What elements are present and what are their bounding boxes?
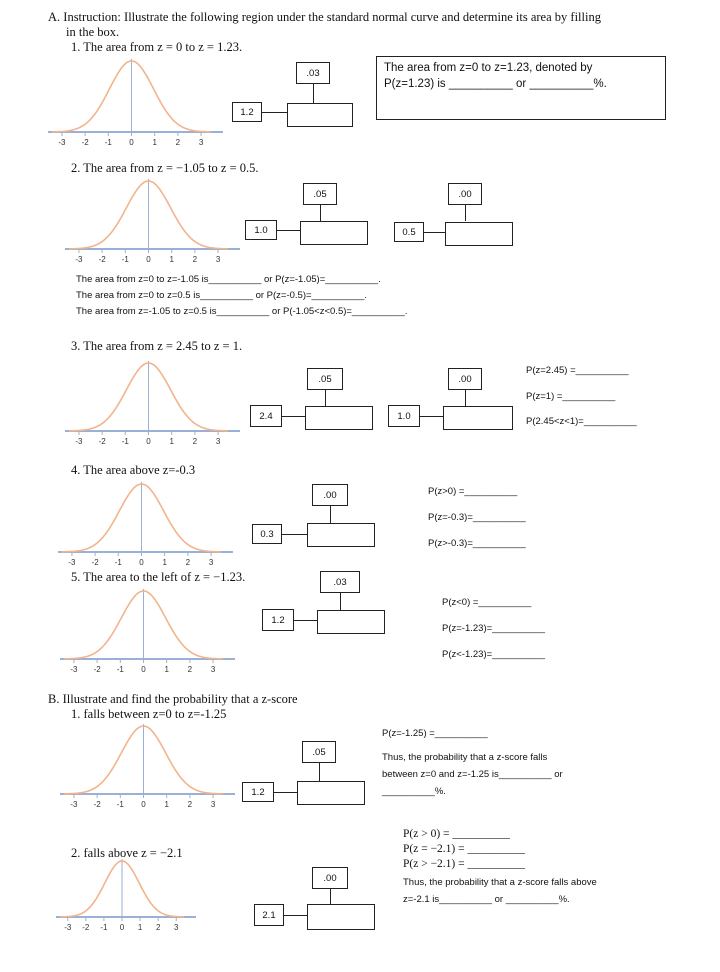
- column-header-box: .05: [307, 368, 343, 390]
- item5-title: 5. The area to the left of z = −1.23.: [71, 570, 246, 584]
- column-header-box: .05: [303, 183, 337, 205]
- axis-tick-label: 2: [155, 923, 161, 932]
- item4-title: 4. The area above z=-0.3: [71, 463, 196, 477]
- normal-curve-7: [56, 855, 196, 935]
- connector: [277, 230, 301, 231]
- column-header-box: .00: [448, 368, 482, 390]
- axis-tick-label: 3: [215, 437, 221, 446]
- axis-tick-label: 2: [187, 800, 193, 809]
- axis-tick-label: 0: [139, 558, 144, 567]
- answer-box[interactable]: [305, 406, 373, 430]
- row-header-box: 1.0: [388, 405, 420, 427]
- q2-answer-3: The area from z=-1.05 to z=0.5 is__________ or P(-1.05<z<0.5)=__________.: [76, 306, 408, 317]
- axis-tick-label: 2: [192, 255, 198, 264]
- item2-title: 2. The area from z = −1.05 to z = 0.5.: [71, 161, 259, 175]
- q3-answer-3: P(2.45<z<1)=__________: [526, 416, 637, 427]
- axis-tick-label: -3: [64, 923, 72, 932]
- column-header-box: .00: [448, 183, 482, 205]
- item1-title: 1. The area from z = 0 to z = 1.23.: [71, 40, 243, 54]
- q1-box-line1: The area from z=0 to z=1.23, denoted by: [384, 62, 593, 74]
- item3-title: 3. The area from z = 2.45 to z = 1.: [71, 339, 243, 353]
- axis-tick-label: -3: [58, 138, 66, 147]
- row-header-box: 2.1: [254, 904, 284, 926]
- answer-box[interactable]: [443, 406, 513, 430]
- axis-tick-label: -1: [100, 923, 108, 932]
- normal-curve-5: [60, 585, 235, 677]
- axis-tick-label: -3: [70, 800, 78, 809]
- connector: [294, 620, 318, 621]
- axis-tick-label: -2: [91, 558, 99, 567]
- axis-tick-label: -1: [114, 558, 122, 567]
- axis-tick-label: 0: [146, 437, 151, 446]
- axis-tick-label: -2: [93, 800, 101, 809]
- axis-tick-label: -3: [75, 255, 83, 264]
- section-a-header-line1: A. Instruction: Illustrate the following region under the standard normal curve and determine its area by filling: [48, 10, 601, 24]
- axis-tick-label: -1: [121, 255, 129, 264]
- axis-tick-label: 3: [174, 923, 179, 932]
- axis-tick-label: 3: [215, 255, 221, 264]
- axis-tick-label: -3: [75, 437, 83, 446]
- axis-tick-label: -3: [68, 558, 76, 567]
- normal-curve-1: [48, 55, 223, 150]
- axis-tick-label: 1: [169, 255, 174, 264]
- b1-answer-3: between z=0 and z=-1.25 is__________ or: [382, 769, 563, 780]
- q1-box-line2: P(z=1.23) is __________ or __________%.: [384, 78, 607, 90]
- column-header-box: .05: [302, 741, 336, 763]
- connector: [319, 763, 320, 781]
- q4-answer-1: P(z>0) =__________: [428, 486, 518, 497]
- connector: [262, 112, 288, 113]
- axis-tick-label: 1: [162, 558, 167, 567]
- column-header-box: .00: [312, 867, 348, 889]
- axis-tick-label: 3: [198, 138, 204, 147]
- answer-box[interactable]: [300, 221, 368, 245]
- normal-curve-2: [65, 175, 240, 267]
- axis-tick-label: 0: [119, 923, 125, 932]
- axis-tick-label: -1: [116, 665, 124, 674]
- axis-tick-label: -1: [116, 800, 124, 809]
- connector: [282, 534, 308, 535]
- q5-answer-2: P(z=-1.23)=__________: [442, 623, 545, 634]
- b2-answer-5: z=-2.1 is__________ or __________%.: [403, 894, 570, 905]
- answer-box[interactable]: [287, 103, 353, 127]
- normal-curve-4: [58, 478, 233, 570]
- q5-answer-3: P(z<-1.23)=__________: [442, 649, 545, 660]
- connector: [313, 84, 314, 104]
- b2-answer-1: P(z > 0) = __________: [403, 828, 510, 840]
- axis-tick-label: 2: [175, 138, 181, 147]
- curve-svg: [58, 478, 233, 570]
- axis-tick-label: 1: [152, 138, 157, 147]
- column-header-box: .03: [320, 571, 360, 593]
- normal-curve-3: [65, 357, 240, 449]
- answer-box[interactable]: [307, 523, 375, 547]
- b2-answer-4: Thus, the probability that a z-score falls above: [403, 877, 597, 888]
- axis-tick-label: 1: [164, 800, 169, 809]
- connector: [420, 416, 444, 417]
- curve-svg: [60, 585, 235, 677]
- answer-box[interactable]: [307, 904, 375, 930]
- axis-tick-label: 1: [137, 923, 143, 932]
- axis-tick-label: -2: [93, 665, 101, 674]
- column-header-box: .00: [312, 484, 348, 506]
- answer-box[interactable]: [445, 222, 513, 246]
- row-header-box: 1.2: [262, 609, 294, 631]
- answer-box[interactable]: [297, 781, 365, 805]
- curve-svg: [48, 55, 223, 150]
- connector: [330, 889, 331, 905]
- b2-answer-2: P(z = −2.1) = __________: [403, 843, 525, 855]
- connector: [465, 205, 466, 221]
- row-header-box: 2.4: [250, 405, 282, 427]
- q3-answer-2: P(z=1) =__________: [526, 391, 616, 402]
- axis-tick-label: 3: [210, 665, 216, 674]
- axis-tick-label: -3: [70, 665, 78, 674]
- connector: [274, 792, 298, 793]
- b-item1-title: 1. falls between z=0 to z=-1.25: [71, 707, 227, 721]
- axis-tick-label: -1: [121, 437, 129, 446]
- axis-tick-label: 0: [129, 138, 134, 147]
- axis-tick-label: 3: [210, 800, 216, 809]
- row-header-box: 1.0: [245, 220, 277, 240]
- axis-tick-label: 0: [141, 665, 146, 674]
- connector: [320, 205, 321, 221]
- axis-tick-label: -2: [98, 437, 106, 446]
- axis-tick-label: 3: [208, 558, 214, 567]
- b-item2-title: 2. falls above z = −2.1: [71, 846, 183, 860]
- answer-box[interactable]: [317, 610, 385, 634]
- connector: [325, 390, 326, 406]
- connector: [330, 506, 331, 524]
- axis-tick-label: 2: [187, 665, 193, 674]
- connector: [424, 232, 446, 233]
- axis-tick-label: -2: [81, 138, 89, 147]
- axis-tick-label: 2: [192, 437, 198, 446]
- row-header-box: 0.3: [252, 524, 282, 544]
- section-b-header: B. Illustrate and find the probability that a z-score: [48, 692, 298, 706]
- row-header-box: 1.2: [242, 782, 274, 802]
- q5-answer-1: P(z<0) =__________: [442, 597, 532, 608]
- connector: [465, 390, 466, 406]
- q2-answer-1: The area from z=0 to z=-1.05 is__________ or P(z=-1.05)=__________.: [76, 274, 381, 285]
- connector: [340, 593, 341, 610]
- curve-svg: [65, 175, 240, 267]
- b1-answer-2: Thus, the probability that a z-score falls: [382, 752, 548, 763]
- q3-answer-1: P(z=2.45) =__________: [526, 365, 629, 376]
- curve-svg: [65, 357, 240, 449]
- b1-answer-1: P(z=-1.25) =__________: [382, 728, 488, 739]
- axis-tick-label: 1: [164, 665, 169, 674]
- section-a-header-line2: in the box.: [66, 25, 120, 39]
- q4-answer-2: P(z=-0.3)=__________: [428, 512, 526, 523]
- row-header-box: 1.2: [232, 102, 262, 122]
- axis-tick-label: -2: [98, 255, 106, 264]
- curve-svg: [56, 855, 196, 935]
- axis-tick-label: 2: [185, 558, 191, 567]
- axis-tick-label: 0: [146, 255, 151, 264]
- q2-answer-2: The area from z=0 to z=0.5 is__________ or P(z=-0.5)=__________.: [76, 290, 368, 301]
- q4-answer-3: P(z>-0.3)=__________: [428, 538, 526, 549]
- b1-answer-4: __________%.: [382, 786, 446, 797]
- column-header-box: .03: [296, 62, 330, 84]
- axis-tick-label: 1: [169, 437, 174, 446]
- connector: [284, 915, 308, 916]
- normal-curve-6: [60, 720, 235, 812]
- axis-tick-label: -1: [104, 138, 112, 147]
- curve-svg: [60, 720, 235, 812]
- connector: [282, 416, 306, 417]
- axis-tick-label: 0: [141, 800, 146, 809]
- b2-answer-3: P(z > −2.1) = __________: [403, 858, 525, 870]
- row-header-box: 0.5: [394, 222, 424, 242]
- axis-tick-label: -2: [82, 923, 90, 932]
